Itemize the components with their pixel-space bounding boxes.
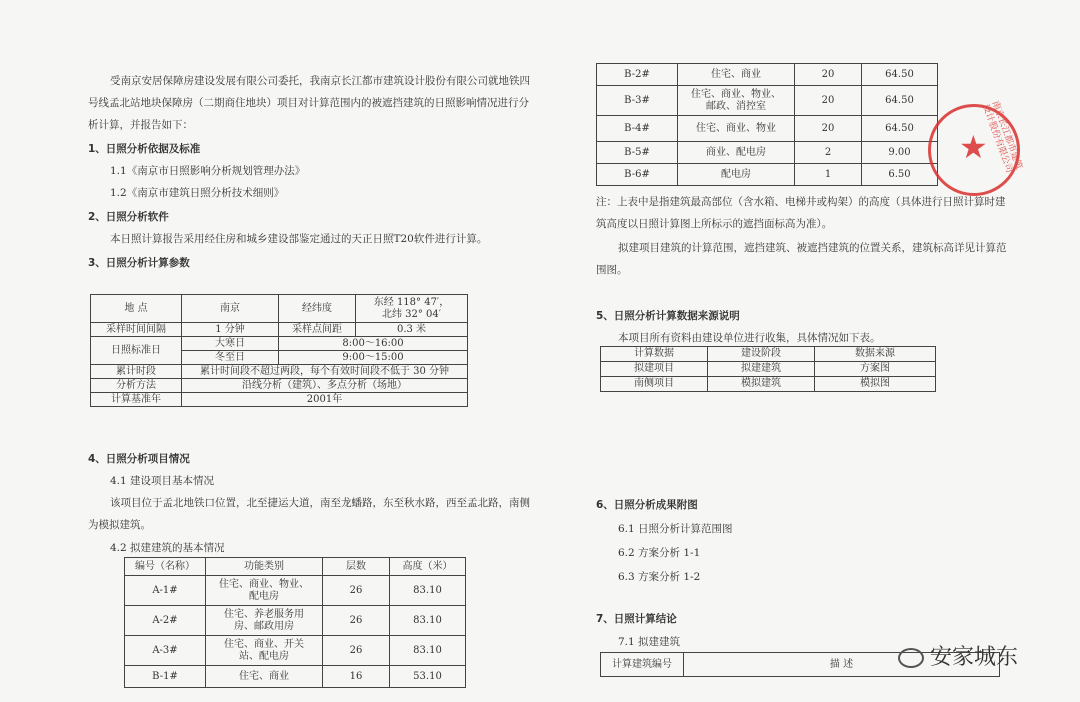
building-height: 83.10 bbox=[390, 576, 466, 606]
intro-line-3: 析计算，并报告如下： bbox=[88, 119, 193, 131]
table-row bbox=[125, 606, 466, 636]
company-seal bbox=[928, 99, 1024, 196]
params-cell: 沿线分析（建筑）、多点分析（场地） bbox=[182, 379, 468, 393]
table-header-cell: 编号（名称） bbox=[125, 558, 206, 576]
params-cell: 1 分钟 bbox=[182, 323, 279, 337]
building-function bbox=[206, 576, 323, 606]
seal-text: 南京长江都市建筑设计股份有限公司 bbox=[980, 99, 1024, 175]
table-cell: 方案图 bbox=[815, 362, 936, 377]
building-height: 9.00 bbox=[862, 142, 938, 164]
params-table bbox=[90, 294, 468, 407]
building-height: 64.50 bbox=[862, 86, 938, 116]
intro-line-2: 号线孟北站地块保障房（二期商住地块）项目对计算范围内的被遮挡建筑的日照影响情况进行分 bbox=[88, 97, 529, 109]
function-line: 配电房 bbox=[249, 590, 279, 602]
table-row bbox=[601, 377, 936, 392]
section-7-heading: 7、日照计算结论 bbox=[596, 613, 677, 625]
function-line: 住宅、商业、物业、 bbox=[691, 88, 781, 100]
table-row bbox=[597, 142, 938, 164]
building-floors: 26 bbox=[323, 606, 390, 636]
section-4-2: 4.2 拟建建筑的基本情况 bbox=[110, 542, 225, 554]
building-floors: 2 bbox=[795, 142, 862, 164]
latitude: 北纬 32° 04′ bbox=[381, 308, 442, 320]
params-cell: 采样时间间隔 bbox=[91, 323, 182, 337]
table-row bbox=[125, 666, 466, 688]
table-header-cell: 层数 bbox=[323, 558, 390, 576]
params-cell: 采样点间距 bbox=[279, 323, 356, 337]
building-height: 53.10 bbox=[390, 666, 466, 688]
building-floors: 20 bbox=[795, 86, 862, 116]
table-cell: 拟建项目 bbox=[601, 362, 708, 377]
section-5-heading: 5、日照分析计算数据来源说明 bbox=[596, 310, 740, 322]
table-header-cell: 数据来源 bbox=[815, 347, 936, 362]
building-floors: 26 bbox=[323, 576, 390, 606]
section-1-heading: 1、日照分析依据及标准 bbox=[88, 143, 201, 155]
params-cell: 0.3 米 bbox=[356, 323, 468, 337]
building-id: A-1# bbox=[125, 576, 206, 606]
intro-line-1: 受南京安居保障房建设发展有限公司委托，我南京长江都市建筑设计股份有限公司就地铁四 bbox=[110, 75, 530, 87]
function-line: 房、邮政用房 bbox=[234, 620, 294, 632]
section-4-1: 4.1 建设项目基本情况 bbox=[110, 475, 215, 487]
table-row bbox=[597, 164, 938, 186]
section-3-heading: 3、日照分析计算参数 bbox=[88, 257, 190, 269]
building-id: B-2# bbox=[597, 64, 678, 86]
table-header-cell: 高度（米） bbox=[390, 558, 466, 576]
building-function: 住宅、商业、物业 bbox=[678, 116, 795, 142]
building-height: 64.50 bbox=[862, 64, 938, 86]
note-line-1: 注：上表中是指建筑最高部位（含水箱、电梯井或构架）的高度（具体进行日照计算时建 bbox=[596, 196, 1006, 208]
function-line: 住宅、商业、物业、 bbox=[219, 578, 309, 590]
table-cell: 拟建建筑 bbox=[708, 362, 815, 377]
function-line: 站、配电房 bbox=[239, 650, 289, 662]
section-1-2: 1.2《南京市建筑日照分析技术细则》 bbox=[110, 187, 285, 199]
table-row bbox=[125, 576, 466, 606]
section-4-1-text-1: 该项目位于孟北地铁口位置，北至捷运大道，南至龙蟠路，东至秋水路，西至孟北路，南侧 bbox=[110, 497, 530, 509]
building-function: 配电房 bbox=[678, 164, 795, 186]
building-table-left bbox=[124, 557, 466, 688]
section-4-heading: 4、日照分析项目情况 bbox=[88, 453, 190, 465]
table-header-cell: 计算数据 bbox=[601, 347, 708, 362]
params-cell: 2001年 bbox=[182, 393, 468, 407]
building-id: B-6# bbox=[597, 164, 678, 186]
table-row bbox=[597, 64, 938, 86]
table-header-cell: 建设阶段 bbox=[708, 347, 815, 362]
building-function: 商业、配电房 bbox=[678, 142, 795, 164]
table-row bbox=[125, 636, 466, 666]
building-id: B-1# bbox=[125, 666, 206, 688]
wechat-watermark bbox=[898, 640, 1018, 671]
building-id: A-3# bbox=[125, 636, 206, 666]
table-cell: 模拟图 bbox=[815, 377, 936, 392]
building-floors: 1 bbox=[795, 164, 862, 186]
building-id: B-3# bbox=[597, 86, 678, 116]
building-id: B-5# bbox=[597, 142, 678, 164]
building-height: 64.50 bbox=[862, 116, 938, 142]
star-icon: ★ bbox=[959, 128, 988, 166]
building-table-right bbox=[596, 63, 938, 186]
function-line: 邮政、消控室 bbox=[706, 100, 766, 112]
building-function bbox=[678, 86, 795, 116]
params-cell: 计算基准年 bbox=[91, 393, 182, 407]
params-cell: 累计时段 bbox=[91, 365, 182, 379]
data-source-table bbox=[600, 346, 936, 392]
params-cell: 大寒日 bbox=[182, 337, 279, 351]
table-cell: 模拟建筑 bbox=[708, 377, 815, 392]
building-floors: 20 bbox=[795, 116, 862, 142]
para-line-1: 拟建项目建筑的计算范围，遮挡建筑、被遮挡建筑的位置关系，建筑标高详见计算范 bbox=[618, 242, 1007, 254]
params-cell: 南京 bbox=[182, 295, 279, 323]
table-header-cell: 描 述 bbox=[684, 653, 1000, 677]
building-id: B-4# bbox=[597, 116, 678, 142]
params-cell: 经纬度 bbox=[279, 295, 356, 323]
table-header-cell: 计算建筑编号 bbox=[601, 653, 684, 677]
section-6-2: 6.2 方案分析 1-1 bbox=[618, 547, 701, 559]
section-6-1: 6.1 日照分析计算范围图 bbox=[618, 523, 733, 535]
building-floors: 16 bbox=[323, 666, 390, 688]
section-1-1: 1.1《南京市日照影响分析规划管理办法》 bbox=[110, 165, 306, 177]
note-line-2: 筑高度以日照计算图上所标示的遮挡面标高为准）。 bbox=[596, 218, 833, 230]
building-function bbox=[206, 606, 323, 636]
building-function bbox=[206, 636, 323, 666]
section-6-3: 6.3 方案分析 1-2 bbox=[618, 571, 701, 583]
building-height: 6.50 bbox=[862, 164, 938, 186]
building-height: 83.10 bbox=[390, 636, 466, 666]
longitude: 东经 118° 47′， bbox=[373, 296, 450, 308]
watermark-text: 安家城东 bbox=[930, 645, 1019, 670]
table-row bbox=[597, 86, 938, 116]
building-function: 住宅、商业 bbox=[678, 64, 795, 86]
params-cell: 9:00～15:00 bbox=[279, 351, 468, 365]
section-5-text: 本项目所有资料由建设单位进行收集，具体情况如下表。 bbox=[618, 332, 881, 344]
params-cell: 分析方法 bbox=[91, 379, 182, 393]
building-floors: 20 bbox=[795, 64, 862, 86]
table-row bbox=[597, 116, 938, 142]
function-line: 住宅、商业、开关 bbox=[224, 638, 304, 650]
section-4-1-text-2: 为模拟建筑。 bbox=[88, 519, 151, 531]
table-header-cell: 功能类别 bbox=[206, 558, 323, 576]
params-cell: 日照标准日 bbox=[91, 337, 182, 365]
section-2-heading: 2、日照分析软件 bbox=[88, 211, 169, 223]
function-line: 住宅、养老服务用 bbox=[224, 608, 304, 620]
building-height: 83.10 bbox=[390, 606, 466, 636]
params-cell: 8:00～16:00 bbox=[279, 337, 468, 351]
table-row bbox=[601, 362, 936, 377]
params-cell: 冬至日 bbox=[182, 351, 279, 365]
para-line-2: 围图。 bbox=[596, 264, 628, 276]
section-7-1: 7.1 拟建建筑 bbox=[618, 636, 681, 648]
params-cell bbox=[356, 295, 468, 323]
params-cell: 累计时间段不超过两段，每个有效时间段不低于 30 分钟 bbox=[182, 365, 468, 379]
building-floors: 26 bbox=[323, 636, 390, 666]
section-6-heading: 6、日照分析成果附图 bbox=[596, 499, 698, 511]
building-function: 住宅、商业 bbox=[206, 666, 323, 688]
section-2-text: 本日照计算报告采用经住房和城乡建设部鉴定通过的天正日照T20软件进行计算。 bbox=[110, 233, 488, 245]
wechat-icon bbox=[898, 648, 924, 668]
table-cell: 南侧项目 bbox=[601, 377, 708, 392]
params-cell: 地 点 bbox=[91, 295, 182, 323]
building-id: A-2# bbox=[125, 606, 206, 636]
